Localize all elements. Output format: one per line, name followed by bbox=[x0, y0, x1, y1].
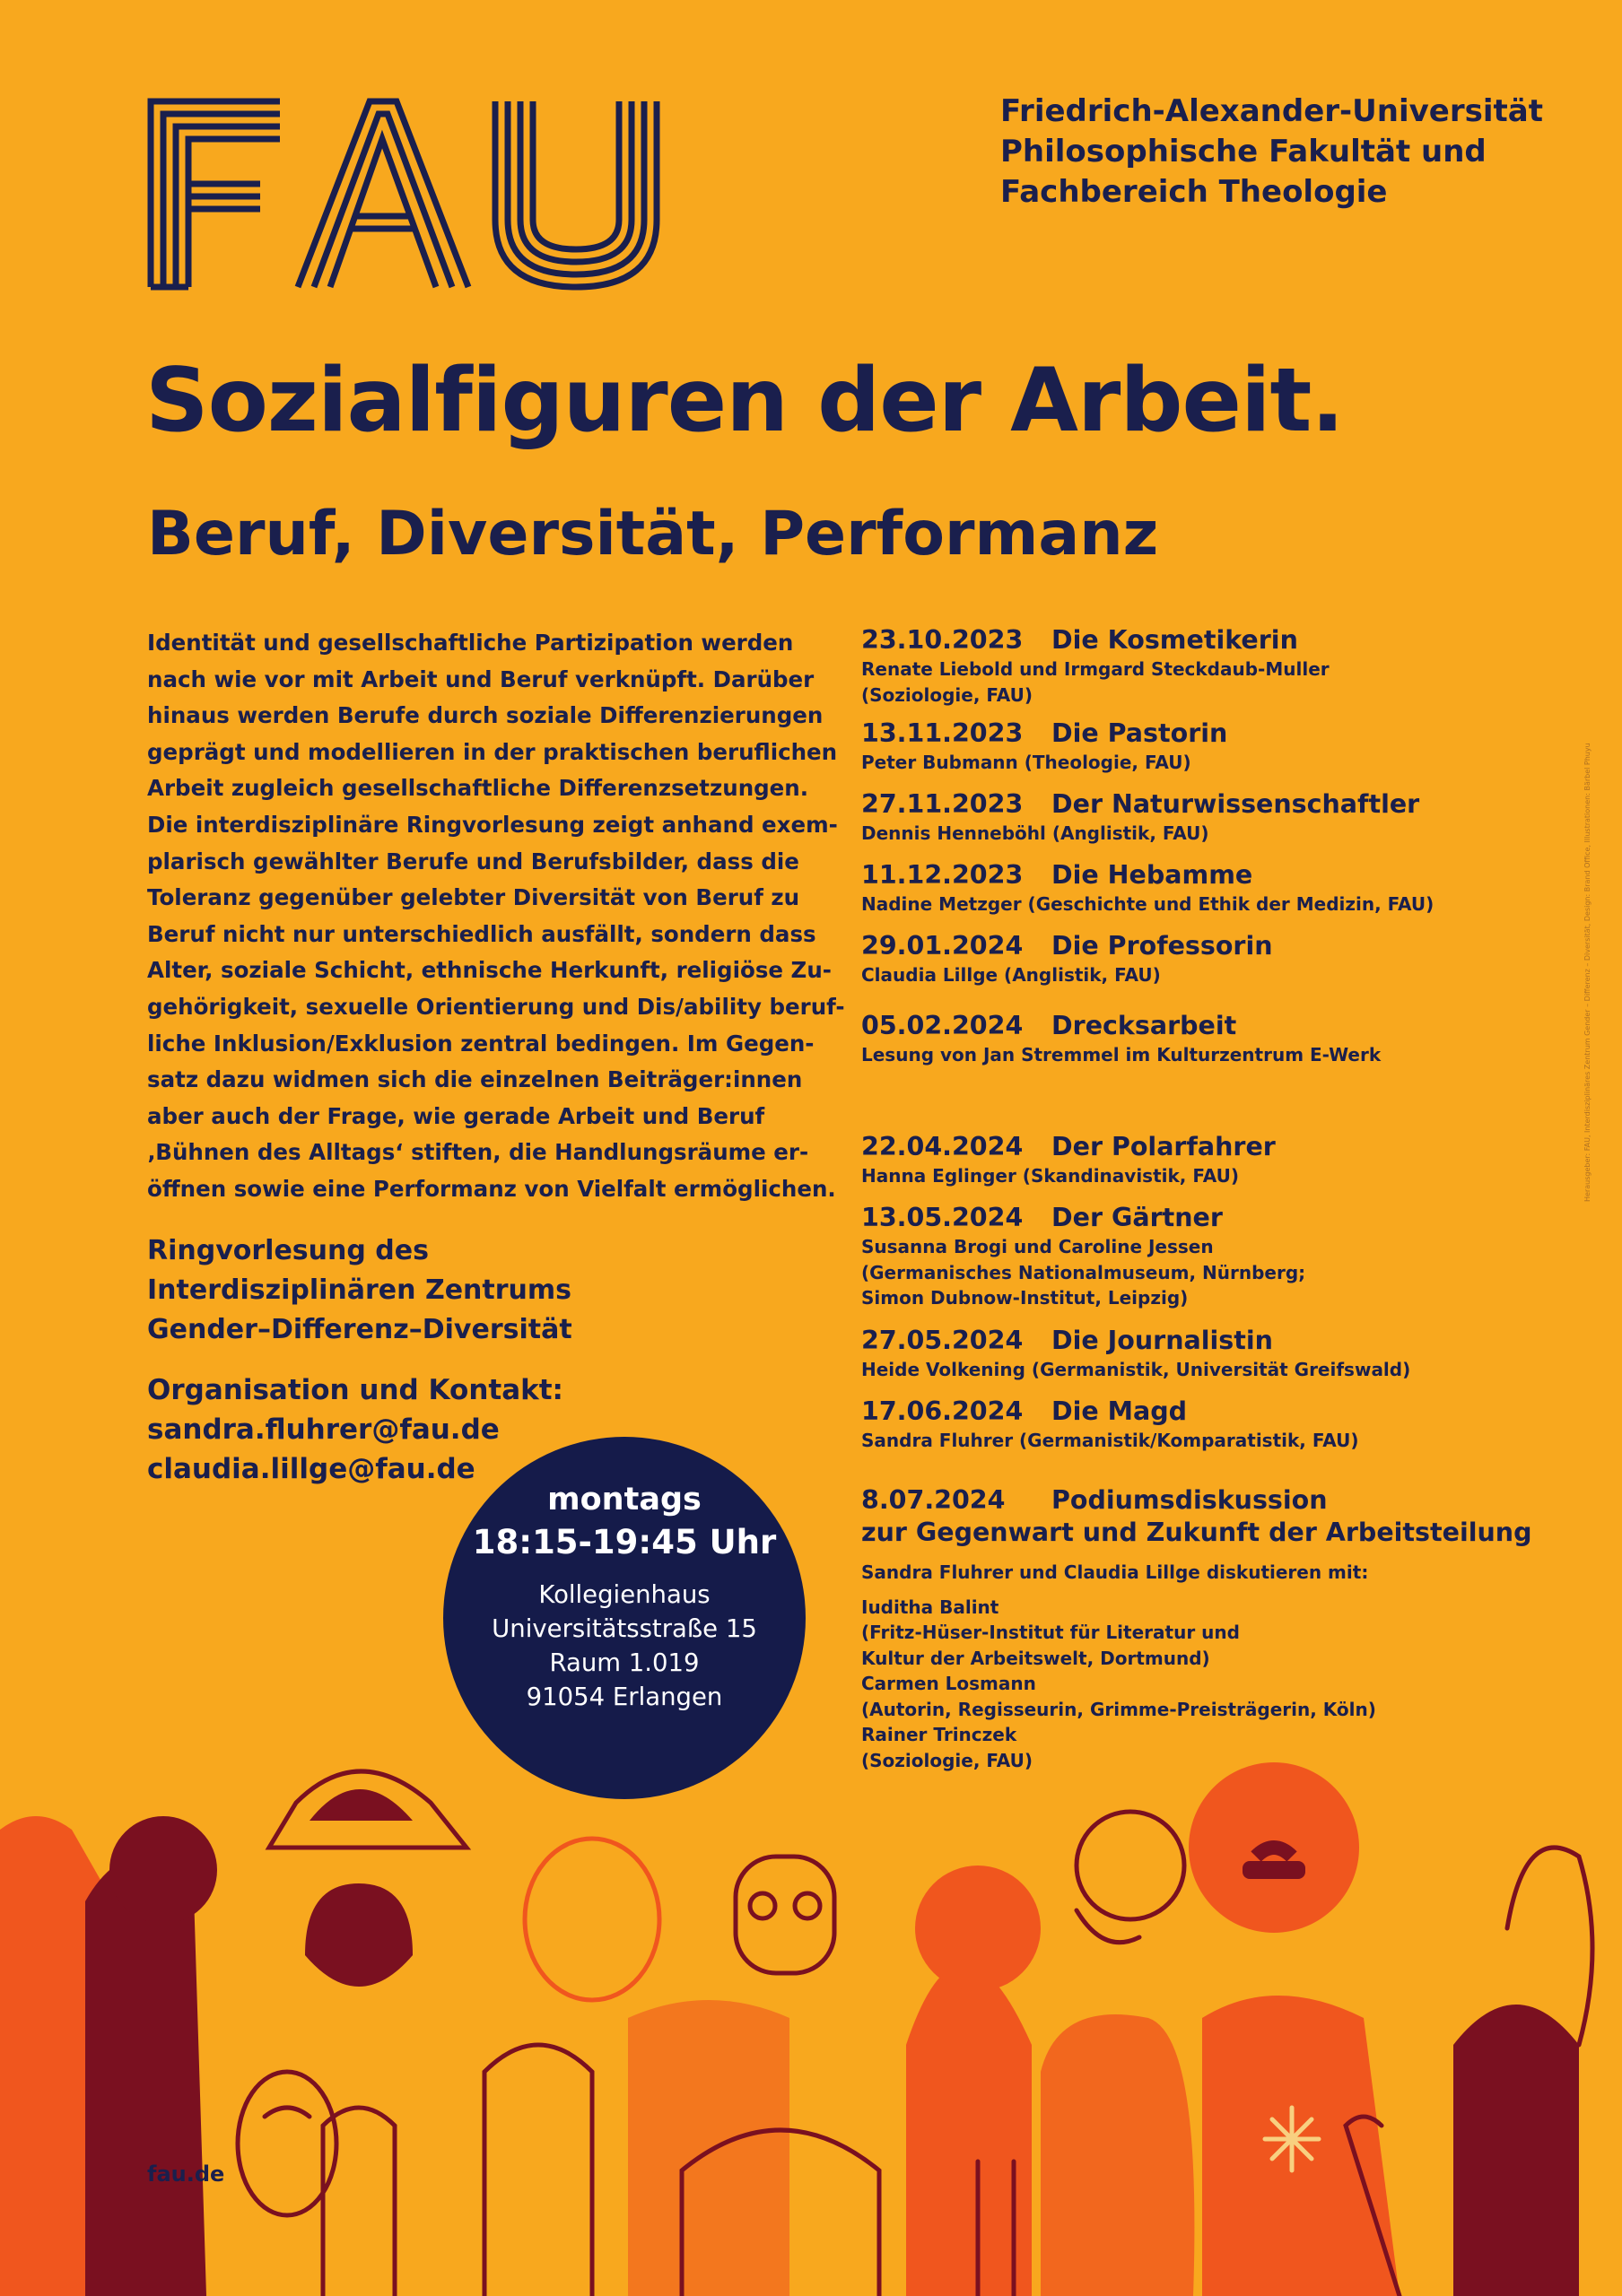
event-date: 13.05.2024 bbox=[861, 1203, 1024, 1232]
intro-line: Die interdisziplinäre Ringvorlesung zeigt anhand exem- bbox=[147, 811, 838, 838]
schedule-day: montags bbox=[547, 1482, 702, 1518]
event-speaker: Hanna Eglinger (Skandinavistik, FAU) bbox=[861, 1165, 1239, 1187]
event-speaker: (Germanisches Nationalmuseum, Nürnberg; bbox=[861, 1261, 1306, 1283]
fau-logo bbox=[144, 94, 664, 291]
series-line: Gender–Differenz–Diversität bbox=[147, 1314, 572, 1345]
event-item bbox=[861, 859, 1543, 918]
footer-url[interactable]: fau.de bbox=[147, 2161, 225, 2187]
intro-line: Identität und gesellschaftliche Partizipation werden bbox=[147, 630, 794, 656]
location-line: Raum 1.019 bbox=[549, 1648, 700, 1677]
event-topic: Die Journalistin bbox=[1051, 1326, 1273, 1355]
event-date: 27.11.2023 bbox=[861, 789, 1024, 819]
event-item bbox=[861, 1325, 1543, 1383]
event-date: 22.04.2024 bbox=[861, 1132, 1024, 1161]
event-item bbox=[861, 718, 1543, 776]
contact-heading: Organisation und Kontakt: bbox=[147, 1374, 563, 1406]
event-topic-line2: zur Gegenwart und Zukunft der Arbeitsteilung bbox=[861, 1518, 1532, 1547]
event-speaker: Sandra Fluhrer (Germanistik/Komparatistik, FAU) bbox=[861, 1430, 1359, 1451]
intro-line: Beruf nicht nur unterschiedlich ausfällt, sondern dass bbox=[147, 920, 816, 947]
podium-participants bbox=[861, 1560, 1376, 1773]
location-line: Universitätsstraße 15 bbox=[492, 1614, 757, 1643]
intro-line: nach wie vor mit Arbeit und Beruf verknüpft. Darüber bbox=[147, 665, 815, 692]
institution-line: Philosophische Fakultät und bbox=[1000, 134, 1487, 170]
event-speaker: Dennis Henneböhl (Anglistik, FAU) bbox=[861, 822, 1209, 844]
event-date: 13.11.2023 bbox=[861, 718, 1024, 748]
intro-text bbox=[147, 625, 845, 1208]
event-date: 17.06.2024 bbox=[861, 1396, 1024, 1426]
event-date: 8.07.2024 bbox=[861, 1485, 1006, 1515]
event-item bbox=[861, 1010, 1543, 1068]
intro-line: gehörigkeit, sexuelle Orientierung und Dis/ability beruf- bbox=[147, 993, 845, 1020]
podium-line: Iuditha Balint bbox=[861, 1596, 999, 1618]
event-speaker: Claudia Lillge (Anglistik, FAU) bbox=[861, 964, 1161, 986]
workers-illustration bbox=[0, 1749, 1622, 2296]
podium-line: Sandra Fluhrer und Claudia Lillge diskutieren mit: bbox=[861, 1561, 1369, 1583]
podium-line: Kultur der Arbeitswelt, Dortmund) bbox=[861, 1647, 1210, 1669]
event-speaker: Peter Bubmann (Theologie, FAU) bbox=[861, 752, 1191, 773]
event-topic: Der Naturwissenschaftler bbox=[1051, 789, 1420, 819]
intro-line: geprägt und modellieren in der praktischen beruflichen bbox=[147, 738, 838, 765]
credit-text: Herausgeber: FAU, Interdisziplinäres Zentrum Gender – Differenz – Diversität, Design: Brand Office, Illustrationen: Bärbel Phuyu bbox=[1583, 743, 1591, 1202]
institution-line: Friedrich-Alexander-Universität bbox=[1000, 93, 1543, 129]
event-topic: Die Kosmetikerin bbox=[1051, 625, 1298, 655]
event-item bbox=[861, 930, 1543, 988]
podium-line: (Fritz-Hüser-Institut für Literatur und bbox=[861, 1622, 1240, 1643]
page-title: Sozialfiguren der Arbeit. bbox=[145, 350, 1344, 452]
event-speaker: Lesung von Jan Stremmel im Kulturzentrum E-Werk bbox=[861, 1044, 1382, 1065]
event-topic: Die Magd bbox=[1051, 1396, 1188, 1426]
event-item bbox=[861, 624, 1543, 708]
event-speaker: Nadine Metzger (Geschichte und Ethik der Medizin, FAU) bbox=[861, 893, 1435, 915]
event-topic: Drecksarbeit bbox=[1051, 1011, 1237, 1040]
event-item bbox=[861, 788, 1543, 847]
podium-line: (Soziologie, FAU) bbox=[861, 1749, 1033, 1771]
location-line: 91054 Erlangen bbox=[526, 1683, 723, 1711]
event-date: 27.05.2024 bbox=[861, 1326, 1024, 1355]
location-line: Kollegienhaus bbox=[538, 1580, 711, 1609]
email-link[interactable]: sandra.fluhrer@fau.de bbox=[147, 1413, 500, 1446]
event-item bbox=[861, 1396, 1543, 1454]
podium-line: Carmen Losmann bbox=[861, 1673, 1036, 1694]
event-date: 23.10.2023 bbox=[861, 625, 1024, 655]
schedule-circle bbox=[443, 1437, 806, 1799]
event-speaker: Heide Volkening (Germanistik, Universität Greifswald) bbox=[861, 1359, 1411, 1380]
email-link[interactable]: claudia.lillge@fau.de bbox=[147, 1453, 475, 1485]
series-line: Ringvorlesung des bbox=[147, 1235, 429, 1266]
intro-line: plarisch gewählter Berufe und Berufsbilder, dass die bbox=[147, 848, 799, 874]
series-line: Interdisziplinären Zentrums bbox=[147, 1274, 572, 1306]
event-date: 11.12.2023 bbox=[861, 860, 1024, 890]
podium-event bbox=[861, 1484, 1543, 1549]
intro-line: Alter, soziale Schicht, ethnische Herkunft, religiöse Zu- bbox=[147, 957, 832, 984]
podium-line bbox=[861, 1586, 1376, 1595]
event-item bbox=[861, 1131, 1543, 1189]
event-topic: Der Polarfahrer bbox=[1051, 1132, 1276, 1161]
intro-line: satz dazu widmen sich die einzelnen Beiträger:innen bbox=[147, 1066, 803, 1093]
intro-line: hinaus werden Berufe durch soziale Differenzierungen bbox=[147, 702, 824, 729]
intro-line: aber auch der Frage, wie gerade Arbeit und Beruf bbox=[147, 1102, 765, 1129]
intro-line: liche Inklusion/Exklusion zentral bedingen. Im Gegen- bbox=[147, 1030, 815, 1057]
schedule-time: 18:15-19:45 Uhr bbox=[472, 1523, 777, 1561]
event-speaker: (Soziologie, FAU) bbox=[861, 683, 1033, 706]
event-speaker: Simon Dubnow-Institut, Leipzig) bbox=[861, 1287, 1189, 1309]
intro-line: Toleranz gegenüber gelebter Diversität von Beruf zu bbox=[147, 884, 800, 911]
series-info bbox=[147, 1231, 572, 1350]
event-topic: Die Professorin bbox=[1051, 931, 1273, 961]
contact-block bbox=[147, 1370, 563, 1489]
event-topic: Podiumsdiskussion bbox=[1051, 1485, 1328, 1515]
institution-line: Fachbereich Theologie bbox=[1000, 174, 1388, 210]
event-date: 29.01.2024 bbox=[861, 931, 1024, 961]
event-item bbox=[861, 1202, 1543, 1311]
event-topic: Der Gärtner bbox=[1051, 1203, 1223, 1232]
intro-line: Arbeit zugleich gesellschaftliche Differenzsetzungen. bbox=[147, 775, 809, 802]
event-speaker: Susanna Brogi und Caroline Jessen bbox=[861, 1236, 1214, 1257]
page-subtitle: Beruf, Diversität, Performanz bbox=[147, 499, 1159, 570]
event-date: 05.02.2024 bbox=[861, 1011, 1024, 1040]
podium-line: Rainer Trinczek bbox=[861, 1724, 1017, 1745]
intro-line: ‚Bühnen des Alltags‘ stiften, die Handlungsräume er- bbox=[147, 1139, 809, 1166]
institution-block bbox=[1000, 91, 1543, 213]
event-speaker: Renate Liebold und Irmgard Steckdaub-Muller bbox=[861, 658, 1330, 680]
intro-line: öffnen sowie eine Performanz von Vielfalt ermöglichen. bbox=[147, 1175, 836, 1202]
event-topic: Die Pastorin bbox=[1051, 718, 1228, 748]
podium-line: (Autorin, Regisseurin, Grimme-Preisträgerin, Köln) bbox=[861, 1698, 1376, 1720]
event-topic: Die Hebamme bbox=[1051, 860, 1253, 890]
